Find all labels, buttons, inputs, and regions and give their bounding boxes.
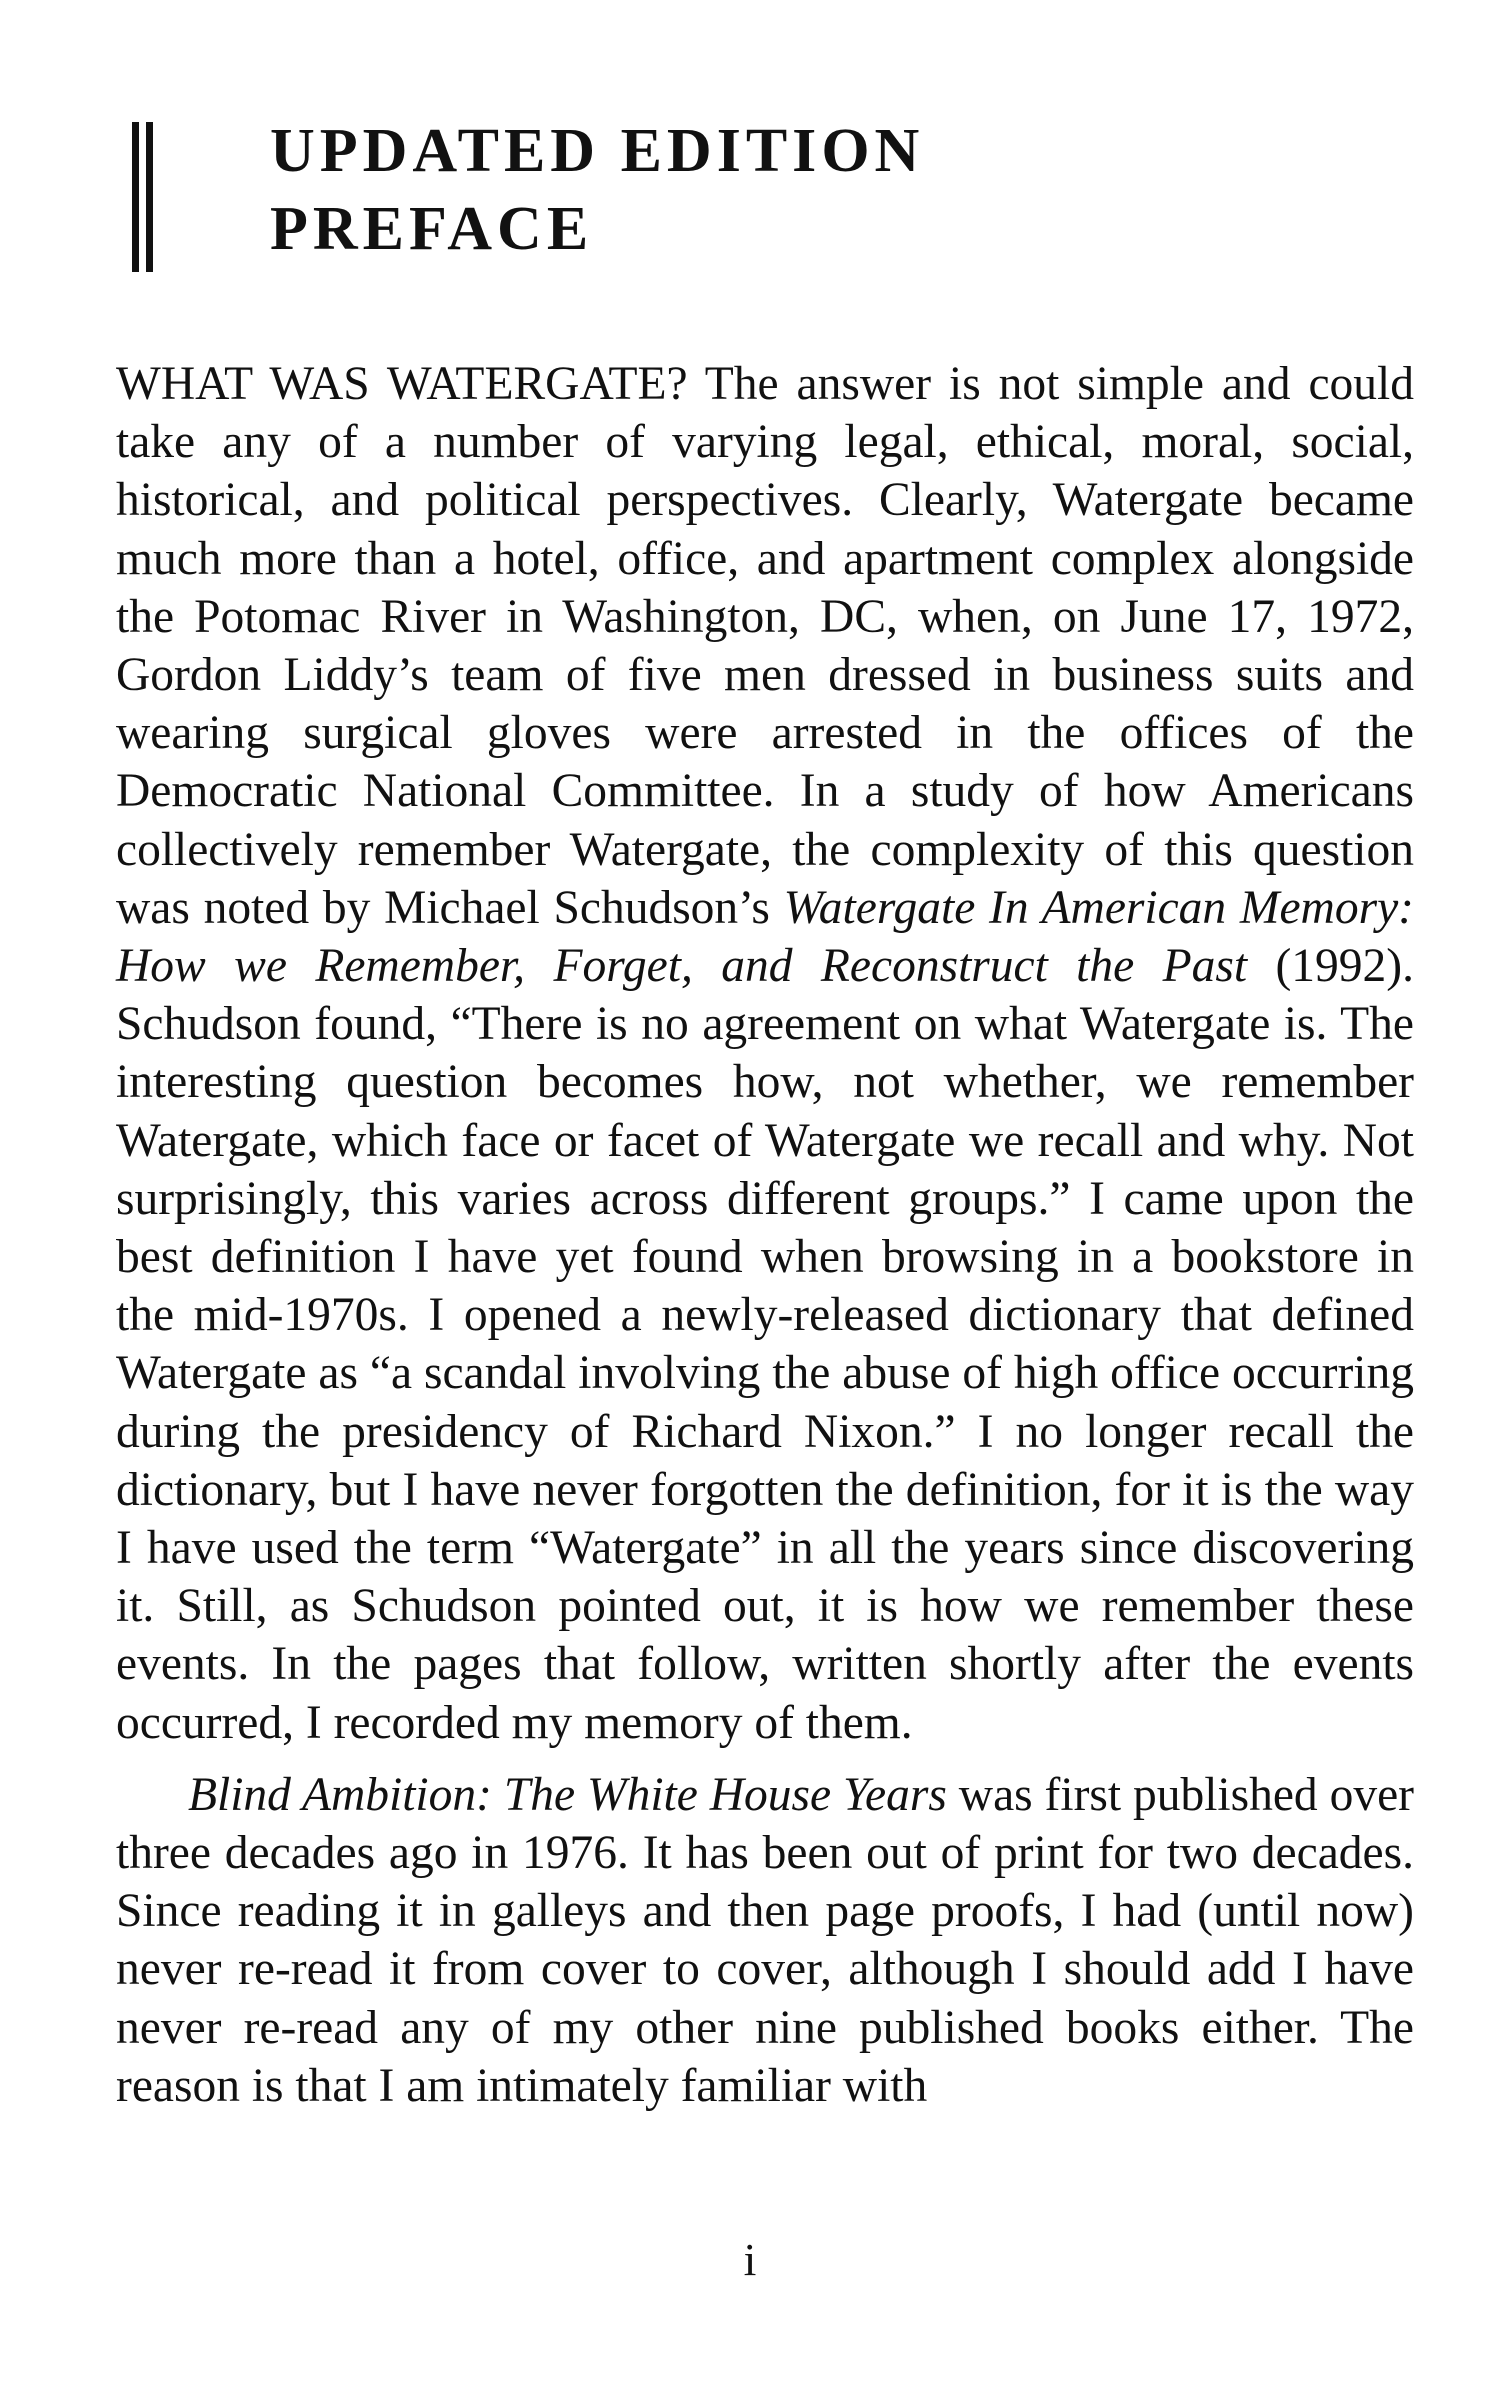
paragraph-2 [116, 1766, 1414, 2115]
paragraph-1 [116, 355, 1414, 1752]
title-line-1: UPDATED EDITION [270, 117, 925, 185]
paragraph-1-text-a: The answer is not simple and could take any of a number of varying legal, ethical, moral, social, historical, and political perspectives. Clearly, Watergate became much more than a hotel, office, and apartment complex alongside the Potomac River in Washington, DC, when, on June 17, 1972, Gordon Liddy’s team of five men dressed in business suits and wearing surgical gloves were arrested in the offices of the Democratic National Committee. In a study of how Americans collectively remember Watergate, the complexity of this question was noted by Michael Schudson’s [116, 358, 1414, 934]
body-text [116, 355, 1414, 2115]
paragraph-1-opening: WHAT WAS WATERGATE? [116, 358, 688, 410]
page-title [270, 112, 924, 268]
heading-rule-left [132, 122, 139, 272]
page-number: i [743, 2234, 757, 2285]
paragraph-2-text: was first published over three decades ago in 1976. It has been out of print for two decades. Since reading it in galleys and then page proofs, I had (until now) never re-read it from cover to cover, although I should add I have never re-read any of my other nine published books either. The reason is that I am intimately familiar with [116, 1768, 1414, 2112]
paragraph-1-text-b: (1992). Schudson found, “There is no agreement on what Watergate is. The interesting question becomes how, not whether, we remember Watergate, which face or facet of Watergate we recall and why. Not surprisingly, this varies across different groups.” I came upon the best definition I have yet found when browsing in a bookstore in the mid-1970s. I opened a newly-released dictionary that defined Watergate as “a scandal involving the abuse of high office occurring during the presidency of Richard Nixon.” I no longer recall the dictionary, but I have never forgotten the definition, for it is the way I have used the term “Watergate” in all the years since discovering it. Still, as Schudson pointed out, it is how we remember these events. In the pages that follow, written shortly after the events occurred, I recorded my memory of them. [116, 940, 1414, 1749]
paragraph-1-book-title: Watergate In American Memory: How we Remember, Forget, and Reconstruct the Past [116, 881, 1414, 993]
heading-rule-right [146, 122, 153, 272]
title-line-2: PREFACE [270, 195, 594, 263]
paragraph-2-book-title: Blind Ambition: The White House Years [188, 1768, 947, 1821]
